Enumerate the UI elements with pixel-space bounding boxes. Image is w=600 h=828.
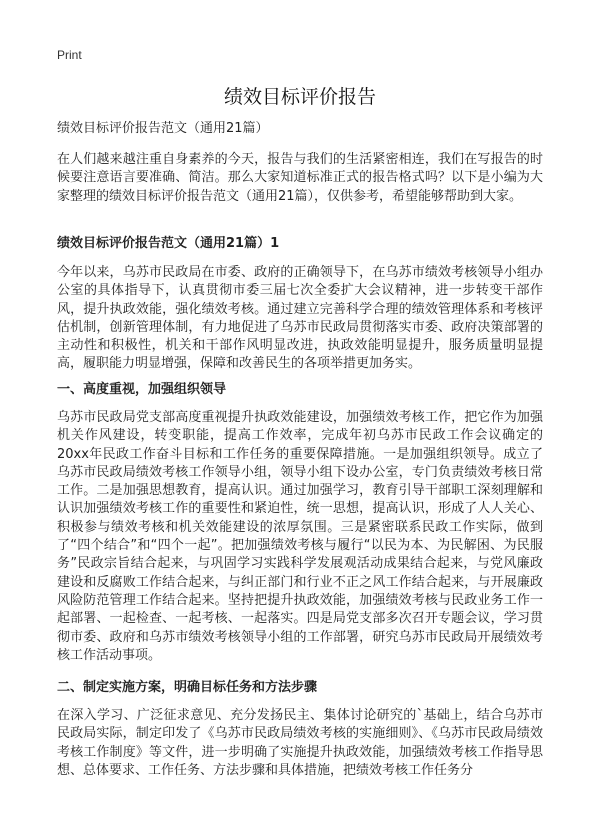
section-heading-1: 绩效目标评价报告范文（通用21篇）1: [57, 236, 280, 251]
section-heading-2: 一、高度重视，加强组织领导: [57, 382, 227, 397]
document-title: 绩效目标评价报告: [223, 86, 376, 108]
document-subtitle: 绩效目标评价报告范文（通用21篇）: [57, 121, 269, 136]
intro-paragraph: 在人们越来越注重自身素养的今天，报告与我们的生活紧密相连，我们在写报告的时候要注意语言要准确、简洁。那么大家知道标准正式的报告格式吗？以下是小编为大家整理的绩效目标评价报告范文（通用21篇），仅供参考，希望能够帮助到大家。: [57, 152, 543, 204]
section-paragraph-2: 乌苏市民政局党支部高度重视提升执政效能建设，加强绩效考核工作，把它作为加强机关作风建设，转变职能，提高工作效率，完成年初乌苏市民政工作会议确定的20xx年民政工作奋斗目标和工作任务的重要保障措施。一是加强组织领导。成立了乌苏市民政局绩效考核工作领导小组，领导小组下设办公室，专门负责绩效考核日常工作。二是加强思想教育，提高认识。通过加强学习，教育引导干部职工深刻理解和认识加强绩效考核工作的重要性和紧迫性，统一思想，提高认识，形成了人人关心、积极参与绩效考核和机关效能建设的浓厚氛围。三是紧密联系民政工作实际，做到了“四个结合”和“四个一起”。把加强绩效考核与履行“以民为本、为民解困、为民服务”民政宗旨结合起来，与巩固学习实践科学发展观活动成果结合起来，与党风廉政建设和反腐败工作结合起来，与纠正部门和行业不正之风工作结合起来，与开展廉政风险防范管理工作结合起来。坚持把提升执政效能，加强绩效考核与民政业务工作一起部署、一起检查、一起考核、一起落实。四是局党支部多次召开专题会议，学习贯彻市委、政府和乌苏市绩效考核领导小组的工作部署，研究乌苏市民政局开展绩效考核工作活动事项。: [57, 410, 543, 663]
section-paragraph-3: 在深入学习、广泛征求意见、充分发扬民主、集体讨论研究的`基础上，结合乌苏市民政局实际，制定印发了《乌苏市民政局绩效考核的实施细则》、《乌苏市民政局绩效考核工作制度》等文件，进一步明确了实施提升执政效能，加强绩效考核工作指导思想、总体要求、工作任务、方法步骤和具体措施，把绩效考核工作任务分: [57, 708, 543, 778]
section-heading-3: 二、制定实施方案，明确目标任务和方法步骤: [57, 680, 318, 695]
print-label[interactable]: Print: [57, 48, 82, 62]
section-paragraph-1: 今年以来，乌苏市民政局在市委、政府的正确领导下，在乌苏市绩效考核领导小组办公室的具体指导下，认真贯彻市委三届七次全委扩大会议精神，进一步转变干部作风，提升执政效能，强化绩效考核。通过建立完善科学合理的绩效管理体系和考核评估机制，创新管理体制，有力地促进了乌苏市民政局贯彻落实市委、政府决策部署的主动性和积极性，机关和干部作风明显改进，执政效能明显提升，服务质量明显提高，履职能力明显增强，保障和改善民生的各项举措更加务实。: [57, 265, 543, 372]
